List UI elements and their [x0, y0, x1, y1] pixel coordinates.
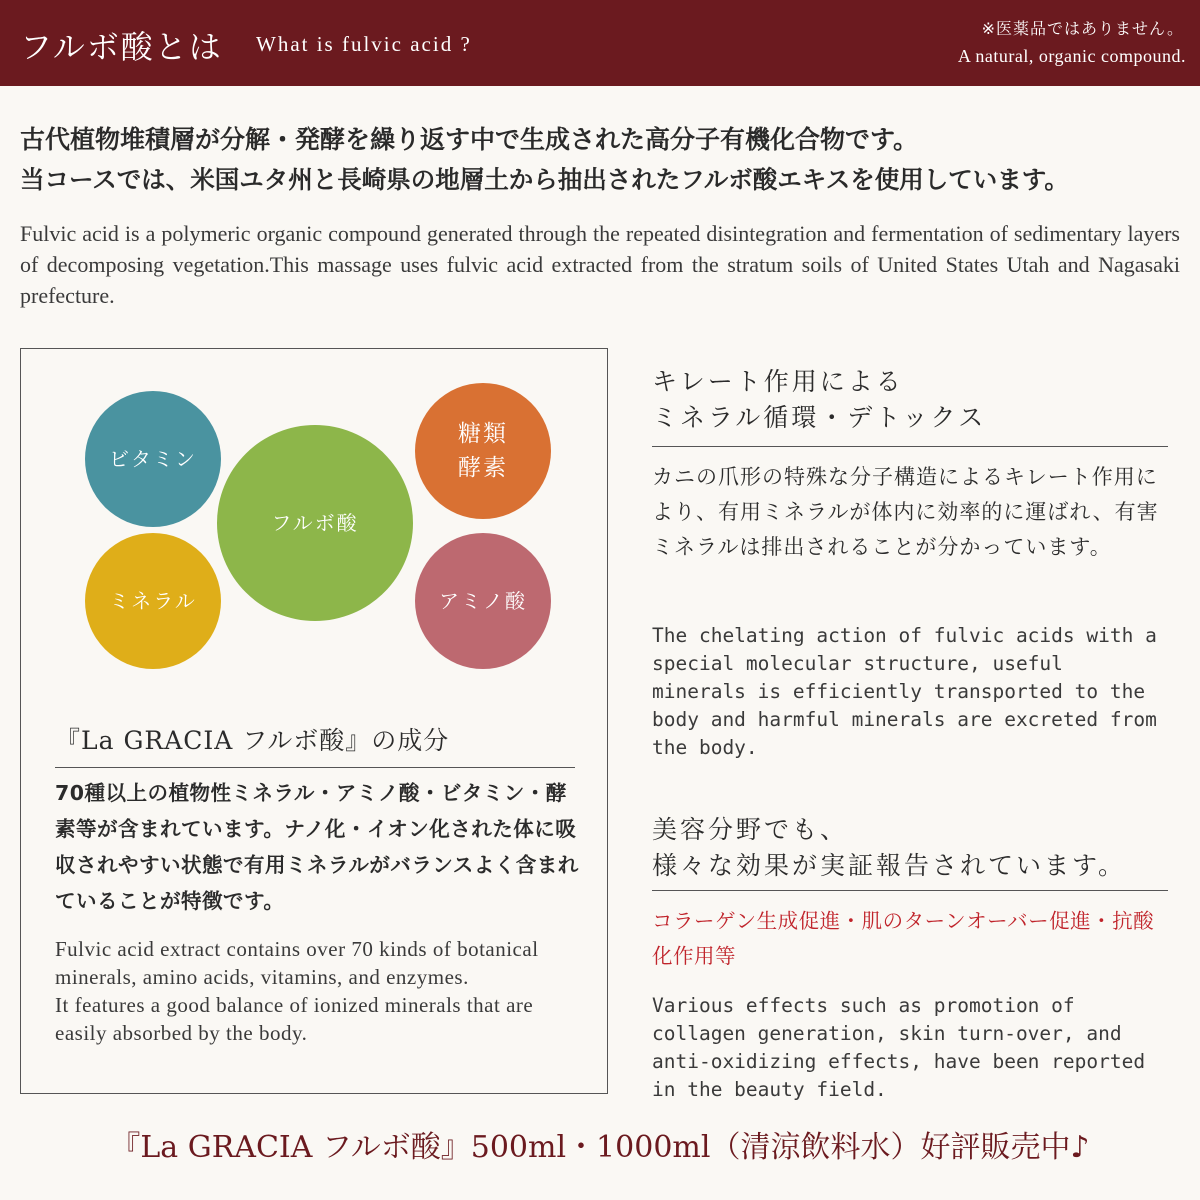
- fulvic-circle: フルボ酸: [217, 425, 413, 621]
- mineral-circle: ミネラル: [85, 533, 221, 669]
- beauty-heading-line-1: 美容分野でも、: [652, 815, 849, 844]
- chelate-japanese: カニの爪形の特殊な分子構造によるキレート作用により、有用ミネラルが体内に効率的に運ばれ、有害ミネラルは排出されることが分かっています。: [652, 465, 1159, 559]
- ingredients-panel: [20, 348, 608, 1094]
- intro-japanese: [20, 120, 1190, 200]
- vitamin-circle: ビタミン: [85, 391, 221, 527]
- ingredients-title: 『La GRACIA フルボ酸』の成分: [55, 721, 575, 768]
- ingredients-english: [55, 935, 585, 1047]
- chelate-heading: [652, 364, 1168, 447]
- beauty-english: Various effects such as promotion of collagen generation, skin turn-over, and anti-oxidizing effects, have been reported in the beauty field.: [652, 994, 1146, 1101]
- amino-acid-circle: アミノ酸: [415, 533, 551, 669]
- disclaimer-note-en: A natural, organic compound.: [957, 46, 1186, 66]
- intro-line-1: 古代植物堆積層が分解・発酵を繰り返す中で生成された高分子有機化合物です。: [20, 125, 919, 154]
- footer-promo: 『La GRACIA フルボ酸』500ml・1000ml（清涼飲料水）好評販売中♪: [110, 1130, 1090, 1165]
- ingredients-japanese: 70種以上の植物性ミネラル・アミノ酸・ビタミン・酵素等が含まれています。ナノ化・イオン化された体に吸収されやすい状態で有用ミネラルがバランスよく含まれていることが特徴です。: [55, 781, 579, 913]
- sugar-enzyme-circle: [415, 383, 551, 519]
- page-title: フルボ酸とは: [20, 28, 223, 66]
- ingredients-english-2: It features a good balance of ionized minerals that are easily absorbed by the body.: [55, 993, 534, 1045]
- page-subtitle: What is fulvic acid ?: [256, 32, 472, 56]
- chelate-heading-line-1: キレート作用による: [652, 367, 904, 396]
- sugar-label: 糖類: [458, 421, 508, 447]
- beauty-effects-list: コラーゲン生成促進・肌のターンオーバー促進・抗酸化作用等: [652, 909, 1155, 968]
- chelate-english: The chelating action of fulvic acids with a special molecular structure, useful minerals is efficiently transported to the body and harmful minerals are excreted from the body.: [652, 624, 1157, 759]
- intro-line-2: 当コースでは、米国ユタ州と長崎県の地層土から抽出されたフルボ酸エキスを使用しています。: [20, 165, 1069, 194]
- enzyme-label: 酵素: [458, 455, 508, 481]
- disclaimer-note: ※医薬品ではありません。: [981, 19, 1184, 38]
- beauty-heading: [652, 812, 1168, 891]
- chelate-heading-line-2: ミネラル循環・デトックス: [652, 403, 987, 432]
- beauty-heading-line-2: 様々な効果が実証報告されています。: [652, 851, 1127, 880]
- header-banner: [0, 0, 1200, 86]
- intro-english: Fulvic acid is a polymeric organic compound generated through the repeated disintegration and fermentation of sedimentary layers of decomposing vegetation.This massage uses fulvic acid extracted from the stratum soils of United States Utah and Nagasaki prefecture.: [20, 221, 1180, 308]
- ingredients-english-1: Fulvic acid extract contains over 70 kinds of botanical minerals, amino acids, vitamins, and enzymes.: [55, 937, 539, 989]
